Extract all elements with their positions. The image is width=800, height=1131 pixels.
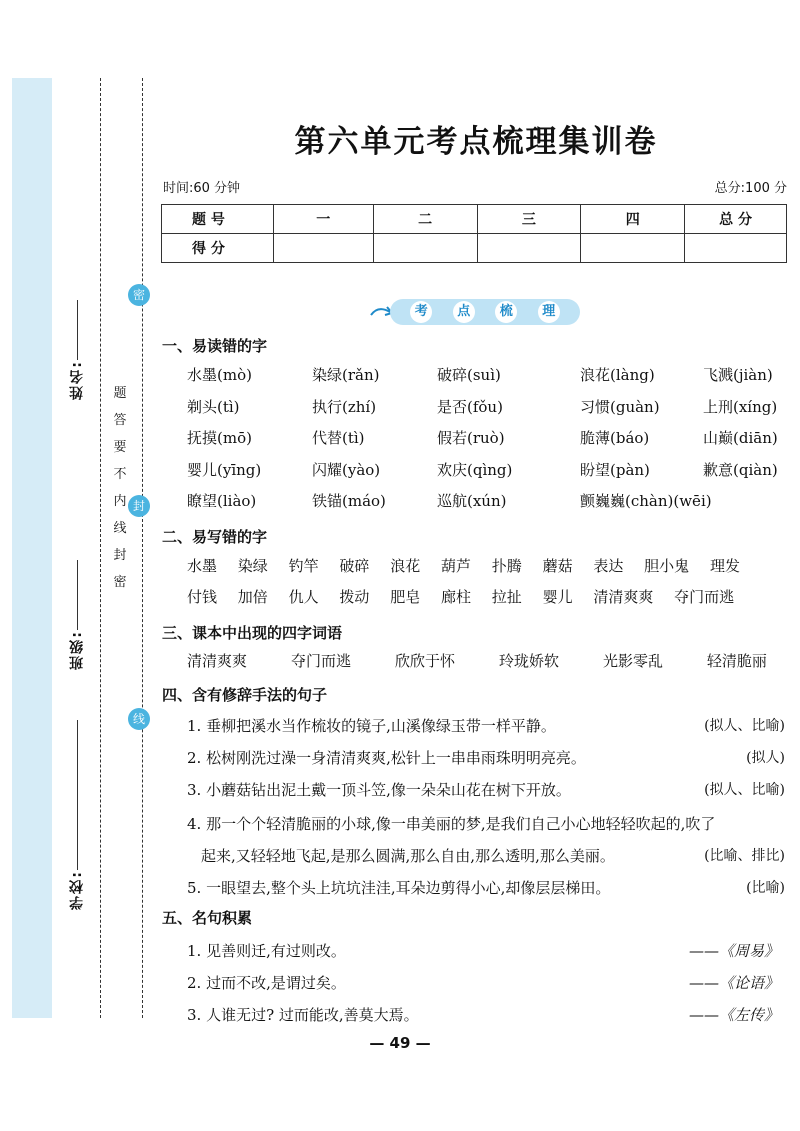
class-underline bbox=[77, 560, 78, 630]
writing-item: 蘑菇 bbox=[542, 557, 573, 575]
sentence-note: (比喻) bbox=[746, 880, 785, 896]
writing-item: 拉扯 bbox=[491, 588, 522, 606]
vtext-char: 答 bbox=[113, 413, 127, 428]
sentence-note: (拟人、比喻) bbox=[704, 718, 785, 734]
section-heading: 三、课本中出现的四字词语 bbox=[162, 624, 343, 642]
binding-band bbox=[12, 78, 52, 1018]
pronunciation-item: 飞溅(jiàn) bbox=[703, 366, 773, 384]
school-field[interactable] bbox=[62, 720, 92, 910]
vtext-char: 要 bbox=[113, 440, 127, 455]
score-row-label: 得 分 bbox=[162, 234, 274, 263]
name-field[interactable] bbox=[62, 300, 92, 400]
pronunciation-item: 剃头(tì) bbox=[187, 397, 240, 416]
page-title: 第六单元考点梳理集训卷 bbox=[294, 124, 658, 160]
badge-char: 考 bbox=[410, 301, 432, 323]
pronunciation-grid bbox=[187, 364, 787, 522]
pronunciation-item: 是否(fǒu) bbox=[437, 397, 503, 416]
pronunciation-row bbox=[187, 396, 787, 428]
writing-item: 扑腾 bbox=[491, 557, 522, 575]
vtext-char: 不 bbox=[113, 467, 127, 482]
writing-item: 葫芦 bbox=[440, 557, 471, 575]
section-heading: 二、易写错的字 bbox=[162, 528, 268, 546]
sentence-item bbox=[187, 742, 789, 774]
pronunciation-item: 染绿(rǎn) bbox=[312, 366, 380, 384]
vtext-char: 密 bbox=[113, 575, 127, 590]
pronunciation-item: 盼望(pàn) bbox=[580, 460, 650, 479]
class-label: 班级: bbox=[69, 630, 85, 670]
quote-source: ——《周易》 bbox=[688, 942, 779, 960]
idiom-item: 清清爽爽 bbox=[187, 652, 248, 670]
pronunciation-row bbox=[187, 427, 787, 459]
writing-item: 夺门而逃 bbox=[674, 588, 735, 606]
quote-source: ——《论语》 bbox=[688, 974, 779, 992]
badge-pill bbox=[390, 299, 580, 325]
pronunciation-item: 抚摸(mō) bbox=[187, 429, 252, 447]
writing-item: 加倍 bbox=[237, 588, 268, 606]
sentence-text: 2. 松树刚洗过澡一身清清爽爽,松针上一串串雨珠明明亮亮。 bbox=[187, 749, 586, 767]
pronunciation-item: 浪花(làng) bbox=[580, 366, 655, 384]
sentence-text: 5. 一眼望去,整个头上坑坑洼洼,耳朵边剪得小心,却像层层梯田。 bbox=[187, 879, 611, 897]
score-header-cell: 题 号 bbox=[162, 205, 274, 234]
pronunciation-item: 破碎(suì) bbox=[437, 366, 501, 384]
score-input-cell[interactable] bbox=[273, 234, 373, 263]
writing-item: 肥皂 bbox=[390, 588, 421, 606]
writing-row bbox=[187, 586, 787, 617]
sentence-note: (拟人、比喻) bbox=[704, 782, 785, 798]
sentence-text-cont: 起来,又轻轻地飞起,是那么圆满,那么自由,那么透明,那么美丽。 bbox=[201, 847, 615, 865]
score-header-cell: 三 bbox=[477, 205, 581, 234]
sentence-item bbox=[187, 872, 789, 904]
section-heading: 一、易读错的字 bbox=[162, 337, 268, 355]
total-score: 总分:100 分 bbox=[714, 181, 787, 196]
writing-item: 浪花 bbox=[390, 557, 421, 575]
section-heading: 五、名句积累 bbox=[162, 909, 253, 927]
vtext-char: 封 bbox=[113, 548, 127, 563]
section-badge bbox=[370, 297, 580, 327]
writing-item: 钓竿 bbox=[288, 557, 319, 575]
pronunciation-item: 欢庆(qìng) bbox=[437, 460, 513, 479]
vtext-char: 内 bbox=[113, 494, 127, 509]
sentence-text: 3. 小蘑菇钻出泥土戴一顶斗笠,像一朵朵山花在树下开放。 bbox=[187, 781, 571, 799]
school-underline bbox=[77, 720, 78, 870]
section-heading: 四、含有修辞手法的句子 bbox=[162, 686, 328, 704]
writing-item: 清清爽爽 bbox=[593, 588, 654, 606]
writing-row bbox=[187, 555, 787, 586]
sentence-item bbox=[187, 774, 789, 806]
writing-item: 廊柱 bbox=[440, 588, 471, 606]
score-header-cell: 二 bbox=[373, 205, 477, 234]
class-field[interactable] bbox=[62, 560, 92, 670]
pronunciation-row bbox=[187, 364, 787, 396]
pronunciation-item: 水墨(mò) bbox=[187, 366, 252, 384]
writing-item: 仇人 bbox=[288, 588, 319, 606]
sentence-note: (比喻、排比) bbox=[704, 848, 785, 864]
badge-char: 理 bbox=[538, 301, 560, 323]
vtext-char: 题 bbox=[113, 386, 127, 401]
pronunciation-row bbox=[187, 459, 787, 491]
pronunciation-item: 代替(tì) bbox=[312, 429, 365, 447]
quote-item bbox=[187, 1004, 787, 1025]
writing-item: 染绿 bbox=[237, 557, 268, 575]
pronunciation-row bbox=[187, 490, 787, 522]
vtext-char: 线 bbox=[113, 521, 127, 536]
sentence-item bbox=[187, 710, 789, 742]
writing-item: 婴儿 bbox=[542, 588, 573, 606]
seal-mi: 密 bbox=[128, 284, 150, 306]
score-input-cell[interactable] bbox=[373, 234, 477, 263]
writing-item: 拨动 bbox=[339, 588, 370, 606]
idiom-item: 轻清脆丽 bbox=[706, 652, 767, 670]
quote-item bbox=[187, 972, 787, 993]
writing-item: 破碎 bbox=[339, 557, 370, 575]
pronunciation-item: 上刑(xíng) bbox=[703, 397, 778, 416]
writing-item: 胆小鬼 bbox=[644, 557, 690, 575]
cut-line-outer bbox=[100, 78, 101, 1018]
writing-item: 水墨 bbox=[187, 557, 218, 575]
pronunciation-item: 习惯(guàn) bbox=[580, 397, 660, 416]
quote-item bbox=[187, 940, 787, 961]
score-table-header bbox=[162, 205, 787, 234]
exam-meta bbox=[163, 177, 787, 196]
cut-line-inner bbox=[142, 78, 143, 1018]
score-header-cell: 总 分 bbox=[685, 205, 787, 234]
seal-xian: 线 bbox=[128, 708, 150, 730]
score-input-cell[interactable] bbox=[685, 234, 787, 263]
score-table-row bbox=[162, 234, 787, 263]
idiom-item: 欣欣于怀 bbox=[394, 652, 455, 670]
name-label: 姓名: bbox=[69, 360, 85, 400]
sentence-note: (拟人) bbox=[746, 750, 785, 766]
idiom-list bbox=[187, 650, 787, 671]
writing-grid bbox=[187, 555, 787, 617]
pronunciation-item: 山巅(diān) bbox=[703, 429, 778, 447]
page-number: — 49 — bbox=[369, 1034, 431, 1052]
badge-char: 梳 bbox=[495, 301, 517, 323]
seal-feng: 封 bbox=[128, 495, 150, 517]
sentence-item bbox=[187, 808, 789, 872]
time-limit: 时间:60 分钟 bbox=[163, 181, 241, 196]
quote-text: 1. 见善则迁,有过则改。 bbox=[187, 942, 346, 960]
pronunciation-item: 脆薄(báo) bbox=[580, 429, 650, 447]
pronunciation-item: 闪耀(yào) bbox=[312, 460, 381, 479]
writing-item: 理发 bbox=[709, 557, 740, 575]
pronunciation-item: 巡航(xún) bbox=[437, 492, 507, 510]
pronunciation-item: 歉意(qiàn) bbox=[703, 460, 778, 479]
idiom-item: 玲珑娇软 bbox=[498, 652, 559, 670]
sentence-text: 1. 垂柳把溪水当作梳妆的镜子,山溪像绿玉带一样平静。 bbox=[187, 717, 556, 735]
score-header-cell: 一 bbox=[273, 205, 373, 234]
binding-vertical-text bbox=[109, 380, 131, 596]
pronunciation-item: 假若(ruò) bbox=[437, 429, 505, 447]
pronunciation-item: 婴儿(yīng) bbox=[187, 460, 262, 479]
score-input-cell[interactable] bbox=[581, 234, 685, 263]
pronunciation-item: 颤巍巍(chàn)(wēi) bbox=[580, 492, 712, 510]
quote-text: 2. 过而不改,是谓过矣。 bbox=[187, 974, 346, 992]
pronunciation-item: 铁锚(máo) bbox=[312, 492, 386, 510]
quote-text: 3. 人谁无过? 过而能改,善莫大焉。 bbox=[187, 1006, 419, 1024]
writing-item: 表达 bbox=[593, 557, 624, 575]
quote-source: ——《左传》 bbox=[688, 1006, 779, 1024]
name-underline bbox=[77, 300, 78, 360]
idiom-item: 光影零乱 bbox=[602, 652, 663, 670]
writing-item: 付钱 bbox=[187, 588, 218, 606]
badge-char: 点 bbox=[453, 301, 475, 323]
pronunciation-item: 瞭望(liào) bbox=[187, 492, 257, 510]
school-label: 学校: bbox=[69, 870, 85, 910]
score-input-cell[interactable] bbox=[477, 234, 581, 263]
sentence-text: 4. 那一个个轻清脆丽的小球,像一串美丽的梦,是我们自己小心地轻轻吹起的,吹了 bbox=[187, 815, 716, 833]
score-header-cell: 四 bbox=[581, 205, 685, 234]
pronunciation-item: 执行(zhí) bbox=[312, 397, 377, 416]
idiom-item: 夺门而逃 bbox=[290, 652, 351, 670]
score-table bbox=[161, 204, 787, 263]
